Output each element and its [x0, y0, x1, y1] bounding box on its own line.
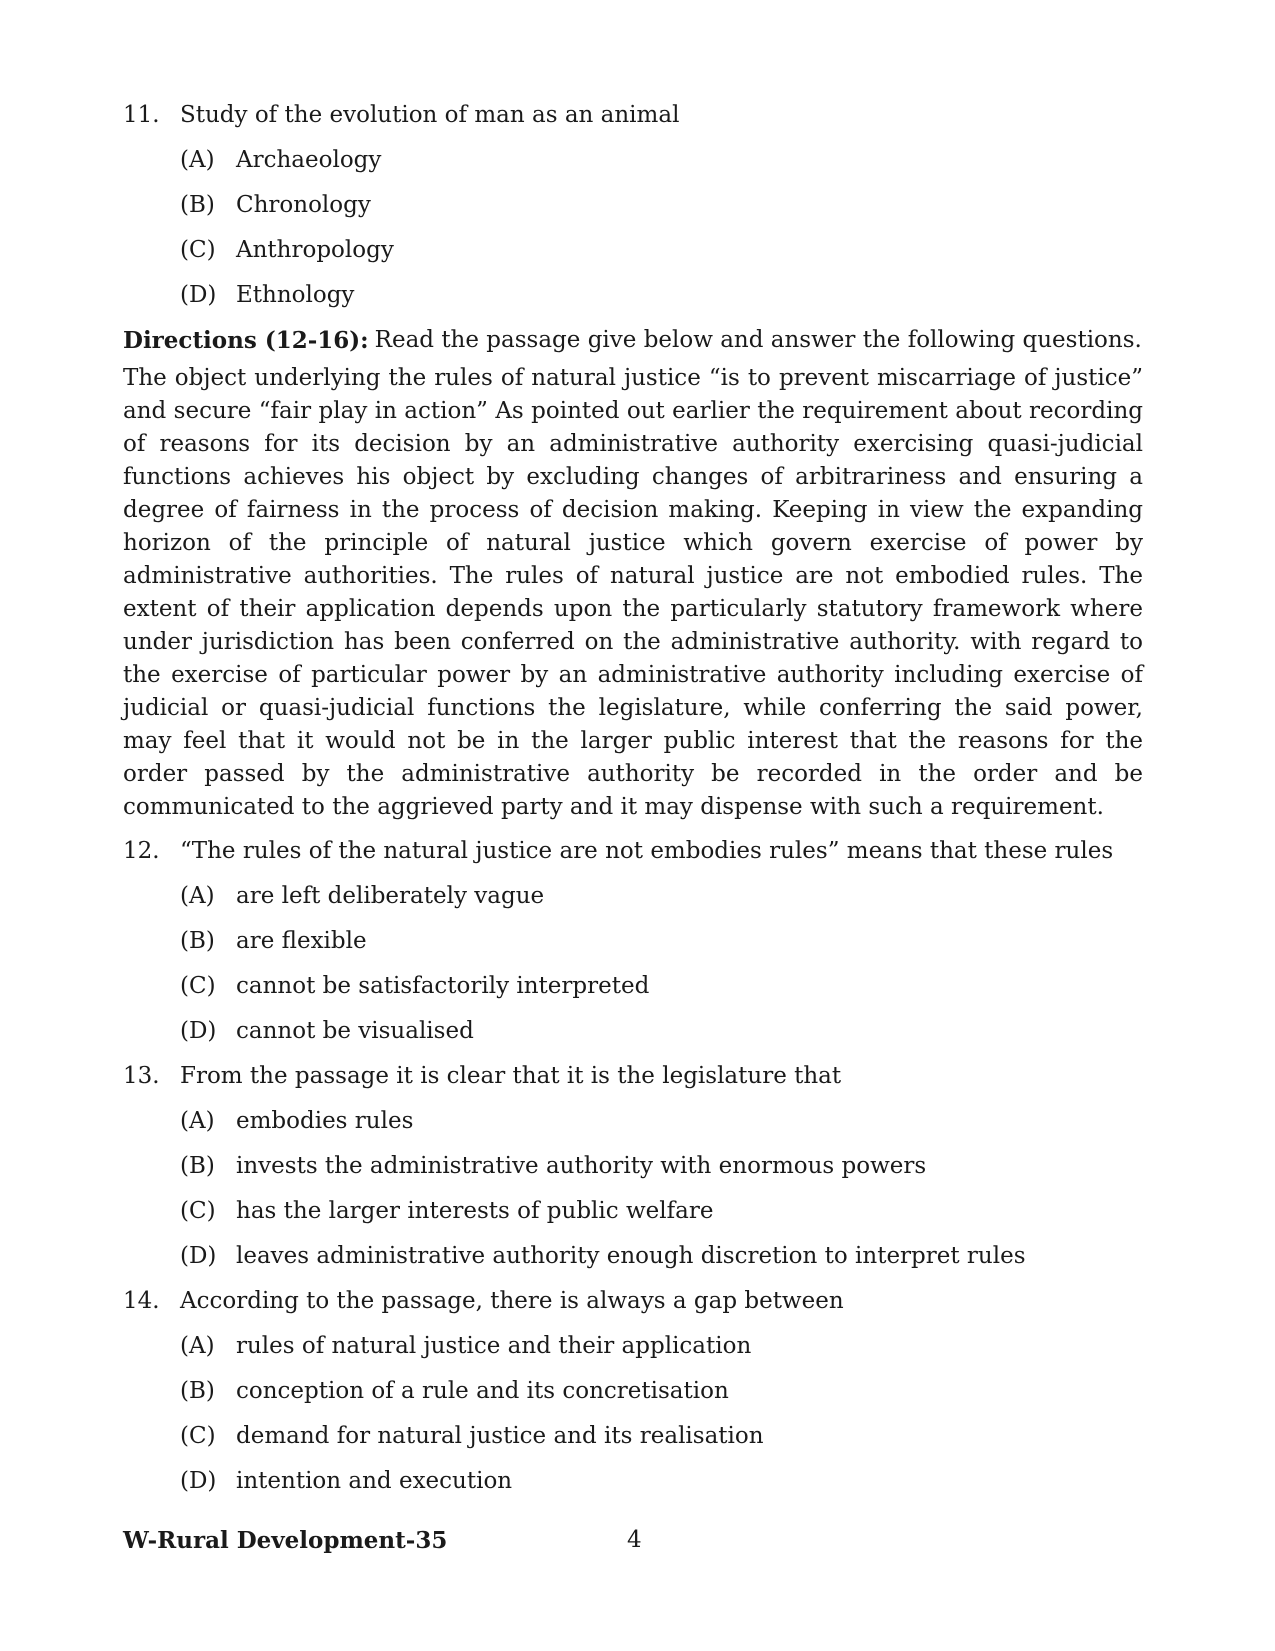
question-text: “The rules of the natural justice are not embodies rules” means that these rules: [180, 838, 1114, 864]
question-number: 14.: [123, 1288, 160, 1314]
option-text: rules of natural justice and their application: [236, 1333, 752, 1359]
option-text: Archaeology: [236, 147, 382, 173]
option-label: (A): [180, 883, 215, 909]
option-13d: [180, 1237, 1143, 1275]
question-number: 13.: [123, 1063, 160, 1089]
option-label: (A): [180, 147, 215, 173]
option-label: (D): [180, 1018, 217, 1044]
option-12c: [180, 967, 1143, 1005]
question-13: [123, 1057, 1143, 1095]
question-14: [123, 1282, 1143, 1320]
option-text: demand for natural justice and its realisation: [236, 1423, 764, 1449]
question-text: From the passage it is clear that it is the legislature that: [180, 1063, 842, 1089]
option-14c: [180, 1417, 1143, 1455]
option-text: leaves administrative authority enough discretion to interpret rules: [236, 1243, 1026, 1269]
option-label: (D): [180, 1243, 217, 1269]
option-label: (D): [180, 1468, 217, 1494]
option-text: has the larger interests of public welfare: [236, 1198, 714, 1224]
question-11: [123, 96, 1143, 134]
option-text: cannot be satisfactorily interpreted: [236, 973, 650, 999]
option-12b: [180, 922, 1143, 960]
option-text: cannot be visualised: [236, 1018, 474, 1044]
option-11d: [180, 276, 1143, 314]
directions: [123, 321, 1143, 359]
reading-passage: The object underlying the rules of natural justice “is to prevent miscarriage of justice” and secure “fair play in action” As pointed out earlier the requirement about recording of reasons for its decision by an administrative authority exercising quasi-judicial functions achieves his object by excluding changes of arbitrariness and ensuring a degree of fairness in the process of decision making. Keeping in view the expanding horizon of the principle of natural justice which govern exercise of power by administrative authorities. The rules of natural justice are not embodied rules. The extent of their application depends upon the particularly statutory framework where under jurisdiction has been conferred on the administrative authority. with regard to the exercise of particular power by an administrative authority including exercise of judicial or quasi-judicial functions the legislature, while conferring the said power, may feel that it would not be in the larger public interest that the reasons for the order passed by the administrative authority be recorded in the order and be communicated to the aggrieved party and it may dispense with such a requirement.: [123, 365, 1143, 820]
question-text: Study of the evolution of man as an animal: [180, 102, 680, 128]
directions-label: Directions (12-16):: [123, 326, 369, 354]
option-text: invests the administrative authority with enormous powers: [236, 1153, 927, 1179]
option-label: (C): [180, 1423, 216, 1449]
option-text: conception of a rule and its concretisation: [236, 1378, 729, 1404]
option-text: are flexible: [236, 928, 367, 954]
option-13a: [180, 1102, 1143, 1140]
option-label: (C): [180, 1198, 216, 1224]
question-12: [123, 832, 1143, 870]
option-label: (B): [180, 192, 215, 218]
question-number: 11.: [123, 102, 160, 128]
option-label: (B): [180, 1378, 215, 1404]
option-label: (A): [180, 1333, 215, 1359]
page-number: 4: [627, 1527, 642, 1553]
question-text: According to the passage, there is always a gap between: [180, 1288, 844, 1314]
option-text: Ethnology: [236, 282, 355, 308]
option-13c: [180, 1192, 1143, 1230]
option-14d: [180, 1462, 1143, 1500]
question-page: [123, 96, 1143, 1507]
option-text: embodies rules: [236, 1108, 414, 1134]
option-12d: [180, 1012, 1143, 1050]
option-label: (B): [180, 928, 215, 954]
booklet-code: W-Rural Development-35: [123, 1527, 448, 1554]
page-footer: [123, 1527, 1143, 1567]
option-label: (D): [180, 282, 217, 308]
option-text: are left deliberately vague: [236, 883, 545, 909]
option-11b: [180, 186, 1143, 224]
directions-text: Read the passage give below and answer the following questions.: [374, 327, 1142, 353]
option-text: Chronology: [236, 192, 371, 218]
option-14b: [180, 1372, 1143, 1410]
option-14a: [180, 1327, 1143, 1365]
option-label: (C): [180, 973, 216, 999]
option-text: Anthropology: [236, 237, 394, 263]
option-label: (B): [180, 1153, 215, 1179]
option-11a: [180, 141, 1143, 179]
option-label: (C): [180, 237, 216, 263]
option-text: intention and execution: [236, 1468, 513, 1494]
option-label: (A): [180, 1108, 215, 1134]
option-11c: [180, 231, 1143, 269]
question-number: 12.: [123, 838, 160, 864]
option-12a: [180, 877, 1143, 915]
option-13b: [180, 1147, 1143, 1185]
